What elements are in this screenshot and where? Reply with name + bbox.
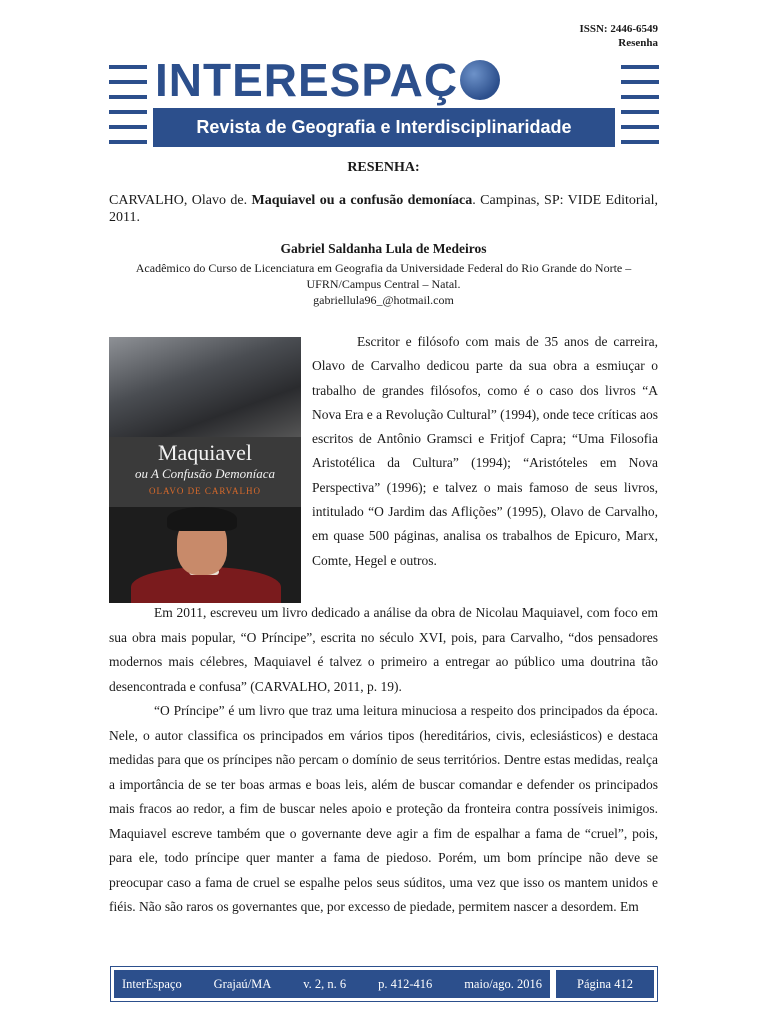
- review-heading: RESENHA:: [347, 160, 420, 175]
- portrait-hat: [167, 507, 237, 531]
- cover-title: Maquiavel: [157, 440, 253, 465]
- footer-date: maio/ago. 2016: [464, 977, 542, 991]
- issn-text: ISSN: 2446-6549: [579, 23, 658, 35]
- page-footer: [110, 966, 658, 1002]
- footer-pages: p. 412-416: [378, 977, 433, 991]
- paragraph-2: Em 2011, escreveu um livro dedicado a análise da obra de Nicolau Maquiavel, com foco em sua obra mais popular, “O Príncipe”, escrita no século XVI, pois, para Carvalho, “dos pensadores modernos mais célebres, Maquiavel é talvez o primeiro a entregar ao público uma doutrina tão desencontrada e confusa” (CARVALHO, 2011, p. 19).: [109, 605, 658, 694]
- left-stripes: [109, 65, 147, 155]
- footer-page-number: Página 412: [556, 970, 654, 998]
- logo-text: INTERESPAÇ: [155, 54, 459, 106]
- footer-volume: v. 2, n. 6: [303, 977, 347, 991]
- bibliographic-reference: [109, 192, 658, 226]
- cover-author: OLAVO DE CARVALHO: [149, 486, 261, 496]
- review-author: Gabriel Saldanha Lula de Medeiros: [280, 241, 487, 256]
- footer-journal: InterEspaço: [122, 977, 182, 991]
- journal-masthead: [109, 55, 659, 155]
- affiliation-text: Acadêmico do Curso de Licenciatura em Geografia da Universidade Federal do Rio Grande do Norte – UFRN/Campus Central – Natal.: [135, 261, 632, 291]
- author-affiliation: [109, 260, 658, 308]
- paragraph-3: “O Príncipe” é um livro que traz uma leitura minuciosa a respeito dos principados da época. Nele, o autor classifica os principados em vários tipos (hereditários, civis, eclesiásticos) e destaca medidas para que os príncipes não percam o domínio de seus territórios. Dentre estas medidas, realça a importância de se ter boas armas e boas leis, além de buscar comandar e defender os principados mais fracos ao redor, a fim de buscar neles apoio e proteção da fronteira contra possíveis inimigos. Maquiavel escreve também que o governante deve agir a fim de espalhar a fama de “cruel”, pois, para ele, todo príncipe quer manter a fama de piedoso. Porém, um bom príncipe não deve se preocupar caso a fama de cruel se espalhe pelos seus súditos, uma vez que isso os mantem unidos e fiéis. Não são raros os governantes que, por excesso de piedade, permitem nascer a desordem. Em: [109, 703, 658, 914]
- footer-citation: [114, 970, 550, 998]
- ref-author: CARVALHO, Olavo de.: [109, 193, 248, 208]
- book-cover-image: [109, 337, 301, 603]
- review-body: [109, 601, 658, 920]
- cover-subtitle: ou A Confusão Demoníaca: [135, 466, 275, 481]
- issn-block: [579, 22, 658, 50]
- right-stripes: [621, 65, 659, 155]
- cover-title-band: [109, 437, 301, 507]
- journal-banner: Revista de Geografia e Interdisciplinaridade: [153, 108, 615, 147]
- paragraph-intro: Escritor e filósofo com mais de 35 anos de carreira, Olavo de Carvalho dedicou parte da sua obra a esmiuçar o trabalho de grandes filósofos, como é o caso dos livros “A Nova Era e a Revolução Cultural” (1994), onde tece críticas aos escritos de Antônio Gramsci e Fritjof Capra; “Uma Filosofia Aristotélica da Cultura” (1994); “Aristóteles em Nova Perspectiva” (1996); e talvez o mais famoso de seus livros, intitulado “O Jardim das Aflições” (1995), Olavo de Carvalho, em quase 500 páginas, analisa os trabalhos de Epicuro, Marx, Comte, Hegel e outros.: [312, 334, 658, 568]
- cover-portrait: [109, 507, 301, 603]
- author-email: gabriellula96_@hotmail.com: [313, 293, 454, 307]
- ref-rest: . Campinas, SP: VIDE Editorial, 2011.: [109, 193, 659, 225]
- footer-place: Grajaú/MA: [213, 977, 272, 991]
- journal-logo: [155, 54, 615, 106]
- globe-icon: [460, 60, 500, 100]
- cover-sky: [109, 337, 301, 437]
- section-label: Resenha: [618, 37, 658, 49]
- ref-title: Maquiavel ou a confusão demoníaca: [251, 193, 473, 208]
